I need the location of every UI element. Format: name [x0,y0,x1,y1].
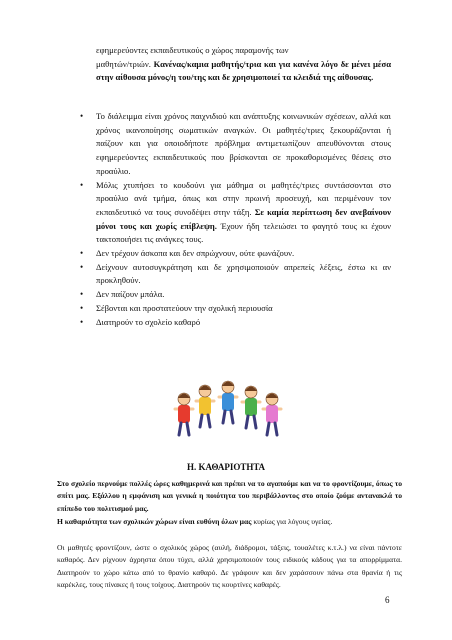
section-heading: Η. ΚΑΘΑΡΙΟΤΗΤΑ [187,462,265,472]
bullet-icon: • [80,289,84,300]
intro-line-2: μαθητών/τριών. [96,58,151,69]
list-item: • Δεν τρέχουν άσκοπα και δεν σπρώχνουν, ούτε φωνάζουν. [77,247,391,261]
cleanliness-intro-paragraph: Στο σχολείο περνούμε πολλές ώρες καθημερινά και πρέπει να το αγαπούμε και να το φροντίζουμε, όπως το σπίτι μας. Εξάλλου η εμφάνιση και γενικά η ποιότητα του περιβάλλοντος στο οποίο ζούμε αντανακλά το επίπεδο του πολιτισμού μας. [57,479,402,513]
rules-list [77,110,391,329]
intro-line-1: εφημερεύοντες εκπαιδευτικούς ο χώρος παραμονής των [96,45,289,55]
bullet-icon: • [80,261,84,272]
intro-paragraph [96,44,391,85]
list-item: • Δείχνουν αυτοσυγκράτηση και δε χρησιμοποιούν απρεπείς λέξεις, έστω κι αν προκληθούν. [80,261,391,286]
list-item: • Διατηρούν το σχολείο καθαρό [77,316,391,330]
page-number: 6 [385,595,390,605]
children-clipart-icon [172,377,284,437]
list-item: • Δεν παίζουν μπάλα. [77,288,391,302]
bullet-icon: • [80,248,84,259]
intro-bold-rule: Κανένας/καμια μαθητής/τρια και για κανένα λόγο δε μένει μέσα στην αίθουσα μόνος/η του/της και δε χρησιμοποιεί τα κλειδιά της αίθουσας. [96,58,391,83]
list-item: • Μόλις χτυπήσει το κουδούνι για μάθημα οι μαθητές/τριες συντάσσονται στο προαύλιο ανά τμήμα, όπως και στην πρωινή προσευχή, και περιμένουν τον εκπαιδευτικό να τους συνοδέψει στην τάξη. Σε καμία περίπτωση δεν ανεβαίνουν μόνοι τους και χωρίς επίβλεψη. Έχουν ήδη τελειώσει το φαγητό τους κι έχουν τακτοποιήσει τις ανάγκες τους. [80,179,392,245]
bullet-icon: • [80,302,84,313]
bullet-icon: • [80,179,84,190]
cleanliness-rules-paragraph: Οι μαθητές φροντίζουν, ώστε ο σχολικός χώρος (αυλή, διάδρομοι, τάξεις, τουαλέτες κ.τ.λ.) να είναι πάντοτε καθαρός. Δεν ρίχνουν άχρηστα όπου τύχει, αλλά χρησιμοποιούν τους ειδικούς κάδους για τα απορρίμματα. Διατηρούν το χώρο κάτω από το θρανίο καθαρό. Δε γράφουν και δεν χαράσσουν πάνω στα θρανία ή τις καρέκλες, τους πίνακες ή τους τοίχους. Διατηρούν τις κουρτίνες καθαρές. [57,543,402,590]
bullet-icon: • [80,111,84,121]
cleanliness-responsibility-paragraph: Η καθαριότητα των σχολικών χώρων είναι ευθύνη όλων μας κυρίως για λόγους υγείας. [57,517,333,526]
bullet-icon: • [80,316,84,327]
list-item: • Σέβονται και προστατεύουν την σχολική περιουσία [77,302,391,316]
list-item: • Το διάλειμμα είναι χρόνος παιχνιδιού και ανάπτυξης κοινωνικών σχέσεων, αλλά και χρόνος ικανοποίησης σωματικών αναγκών. Οι μαθητές/τριες ξεκουράζονται ή παίζουν και για οποιοδήποτε πρόβλημα αντιμετωπίζουν απευθύνονται στους εφημερεύοντες εκπαιδευτικούς που βρίσκονται σε προκαθορισμένες θέσεις στο προαύλιο. [80,111,391,176]
